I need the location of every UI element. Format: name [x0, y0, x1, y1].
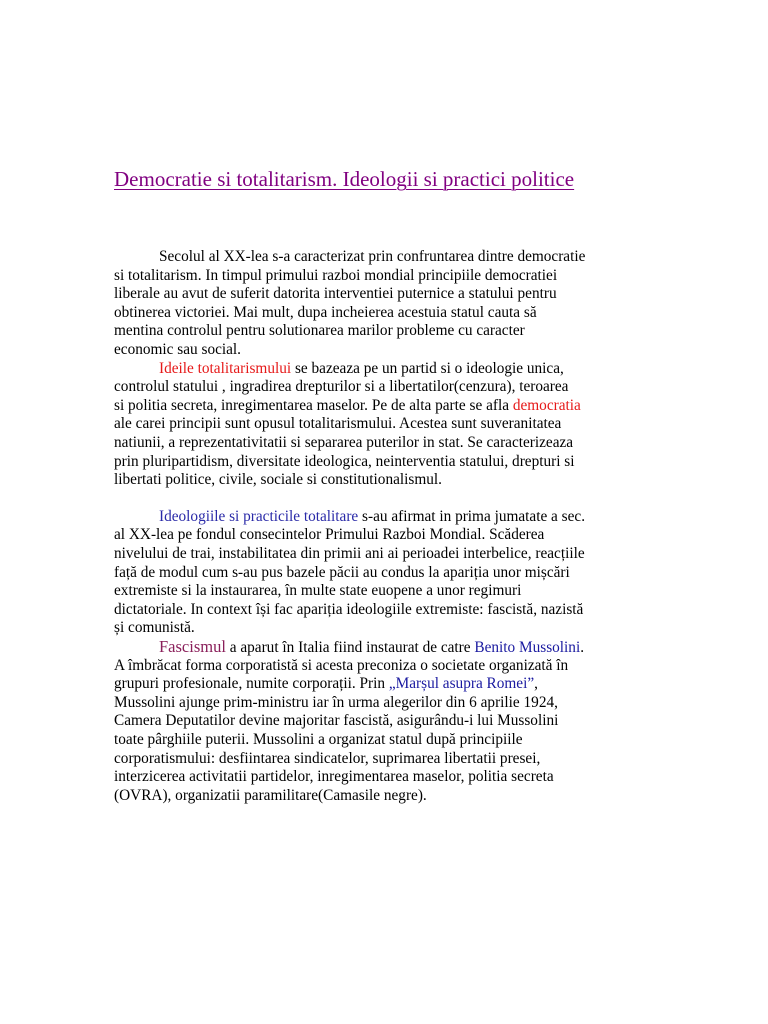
text-line	[114, 787, 427, 805]
text-run: și comunistă.	[114, 619, 195, 636]
text-line	[159, 508, 585, 526]
text-line	[114, 657, 568, 675]
text-run: ,	[534, 675, 538, 692]
text-run: si totalitarism. In timpul primului razboi mondial principiile democratiei	[114, 267, 558, 284]
text-run: Camera Deputatilor devine majoritar fascistă, asigurându-i lui Mussolini	[114, 712, 559, 729]
text-line	[114, 415, 561, 433]
highlighted-term: Benito Mussolini	[474, 639, 581, 656]
text-line	[159, 360, 564, 378]
text-run: (OVRA), organizatii paramilitare(Camasile negre).	[114, 787, 427, 804]
text-line	[114, 582, 521, 600]
text-run: toate pârghiile puterii. Mussolini a organizat statul după principiile	[114, 731, 523, 748]
text-run: liberale au avut de suferit datorita interventiei puternice a statului pentru	[114, 285, 557, 302]
text-line	[114, 564, 570, 582]
text-run: mentina controlul pentru solutionarea marilor probleme cu caracter	[114, 322, 525, 339]
highlighted-term: Fascismul	[159, 637, 226, 656]
text-line	[114, 750, 540, 768]
text-run: extremiste si la instaurarea, în multe state euopene a unor regimuri	[114, 582, 522, 599]
text-run: ale carei principii sunt opusul totalitarismului. Acestea sunt suveranitatea	[114, 415, 562, 432]
text-line	[114, 285, 557, 303]
highlighted-term: „Marșul asupra Romei”	[388, 675, 535, 692]
text-run: se bazeaza pe un partid si o ideologie unica,	[291, 360, 564, 377]
text-line	[114, 378, 568, 396]
text-run: prin pluripartidism, diversitate ideologica, neinterventia statului, drepturi si	[114, 453, 575, 470]
text-run: al XX-lea pe fondul consecintelor Primului Razboi Mondial. Scăderea	[114, 526, 545, 543]
text-run: interzicerea activitatii partidelor, inregimentarea maselor, politia secreta	[114, 768, 554, 785]
text-run: natiunii, a reprezentativitatii si separarea puterilor in stat. Se caracterizeaza	[114, 434, 574, 451]
text-run: a aparut în Italia fiind instaurat de catre	[225, 639, 475, 656]
text-line	[114, 397, 581, 415]
highlighted-term: Ideologiile si practicile totalitare	[159, 508, 359, 525]
page-title: Democratie si totalitarism. Ideologii si practici politice	[114, 167, 575, 191]
text-line	[114, 601, 583, 619]
text-line	[114, 731, 523, 749]
text-run: .	[580, 639, 585, 656]
text-run: libertati politice, civile, sociale si constitutionalismul.	[114, 471, 442, 488]
text-line	[114, 526, 544, 544]
text-run: dictatoriale. In context își fac apariția ideologiile extremiste: fascistă, nazistă	[114, 601, 584, 618]
text-line	[114, 619, 195, 637]
text-line	[114, 434, 573, 452]
text-line	[114, 453, 575, 471]
text-line	[114, 471, 442, 489]
text-line	[114, 545, 585, 563]
text-run: si politia secreta, inregimentarea maselor. Pe de alta parte se afla	[114, 397, 513, 414]
text-run: Secolul al XX-lea s-a caracterizat prin confruntarea dintre democratie	[159, 248, 586, 265]
text-line	[114, 341, 241, 359]
text-line	[114, 712, 558, 730]
text-run: s-au afirmat in prima jumatate a sec.	[358, 508, 586, 525]
text-line	[114, 322, 525, 340]
text-run: Mussolini ajunge prim-ministru iar în urma alegerilor din 6 aprilie 1924,	[114, 694, 558, 711]
text-run: nivelului de trai, instabilitatea din primii ani ai perioadei interbelice, reacțiile	[114, 545, 585, 562]
text-line	[159, 638, 584, 657]
text-run: față de modul cum s-au pus bazele păcii au condus la apariția unor mișcări	[114, 564, 570, 581]
text-run: obtinerea victoriei. Mai mult, dupa incheierea acestuia statul cauta să	[114, 304, 537, 321]
text-line	[114, 768, 554, 786]
text-line	[114, 304, 537, 322]
text-run: controlul statului , ingradirea drepturilor si a libertatilor(cenzura), teroarea	[114, 378, 569, 395]
text-line	[114, 694, 558, 712]
text-line	[114, 267, 557, 285]
text-run: corporatismului: desfiintarea sindicatelor, suprimarea libertatii presei,	[114, 750, 541, 767]
text-run: A îmbrăcat forma corporatistă si acesta preconiza o societate organizată în	[114, 657, 569, 674]
highlighted-term: Ideile totalitarismului	[159, 360, 292, 377]
highlighted-term: democratia	[512, 397, 581, 414]
text-line	[114, 675, 538, 693]
text-run: economic sau social.	[114, 341, 242, 358]
text-run: grupuri profesionale, numite corporații. Prin	[114, 675, 389, 692]
text-line	[159, 248, 585, 266]
